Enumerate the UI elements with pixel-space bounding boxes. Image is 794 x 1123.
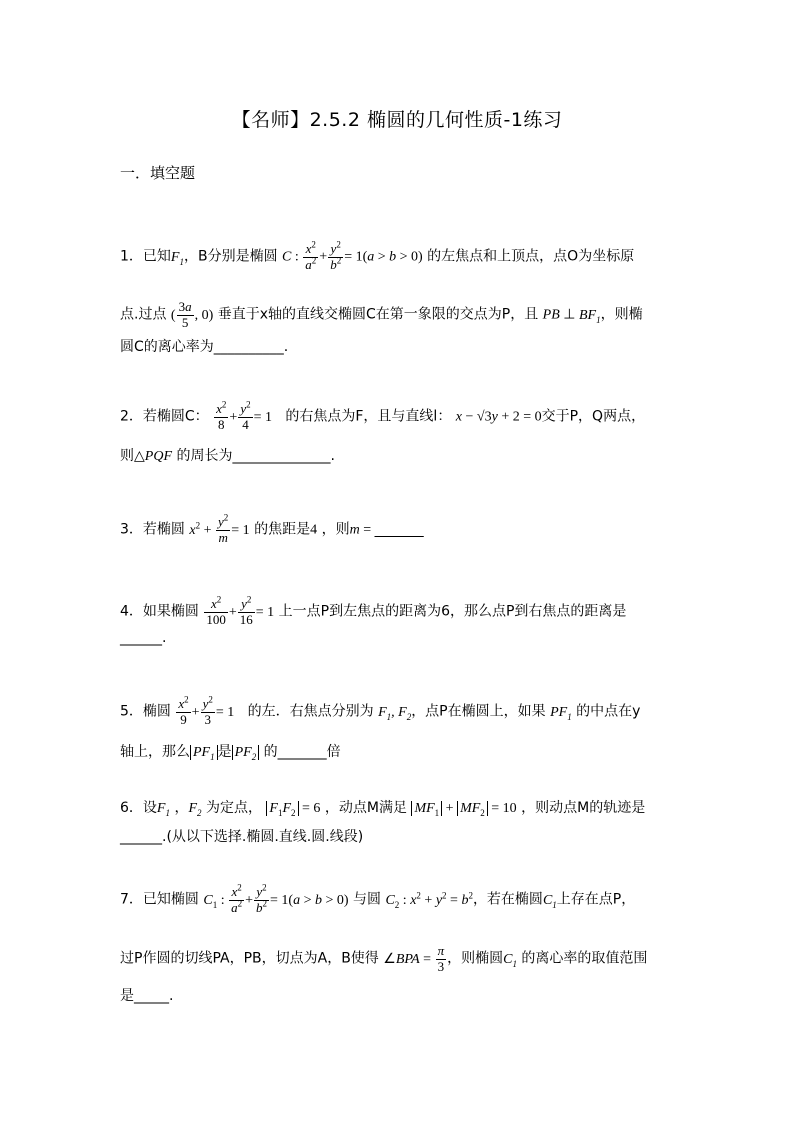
formula-ellipse-c1: $C_1$ : $\frac{x^2}{a^2}$ + $\frac{y^2}{b^2}$ = 1(a > b > 0) <box>203 882 349 915</box>
question-6-line-2: ______.(从以下选择.椭圆.直线.圆.线段) <box>120 829 364 845</box>
question-1-line-3: 圆C的离心率为__________. <box>120 339 289 355</box>
formula-mf-sum: $MF_1 + MF_2 = 10$ <box>411 801 516 816</box>
section-heading: 一．填空题 <box>120 164 196 182</box>
question-1-line-2: 点.过点 ( $\frac{3a}{5}$ , 0) 垂直于x轴的直线交椭圆C在第一象限的交点为P，且 PB ⊥ $BF_1$，则椭 <box>120 299 643 330</box>
question-3: 3．若椭圆 $x^2$ + $\frac{y^2}{m}$ = 1 的焦距是4 ，则m = _______ <box>120 512 424 545</box>
formula-line-l: x − √3y + 2 = 0 <box>455 409 542 425</box>
question-4-line-1: 4．如果椭圆 $\frac{x^2}{100}$ + $\frac{y^2}{16}$ = 1 上一点P到左焦点的距离为6，那么点P到右焦点的距离是 <box>120 594 627 627</box>
formula-abs-pf2: $PF_2$ <box>232 745 260 760</box>
question-7-line-2: 过P作圆的切线PA，PB，切点为A，B使得 ∠BPA = $\frac{\pi}{3}$ ，则椭圆$C_1$ 的离心率的取值范围 <box>120 943 648 974</box>
formula-triangle: △PQF <box>134 449 172 464</box>
formula-f1: $F_1$ <box>170 249 184 267</box>
question-5-line-1: 5．椭圆 $\frac{x^2}{9}$ + $\frac{y^2}{3}$ = 1 的左．右焦点分别为 $F_1$, $F_2$，点P在椭圆上，如果 $PF_1$ 的中点在y <box>120 694 641 727</box>
formula-ellipse-c: C : $\frac{x^2}{a^2}$ + $\frac{y^2}{b^2}$ = 1(a > b > 0) <box>282 239 423 272</box>
formula-perpendicular: PB <box>542 307 560 323</box>
question-1-line-1: 1．已知$F_1$，B分别是椭圆 C : $\frac{x^2}{a^2}$ + $\frac{y^2}{b^2}$ = 1(a > b > 0) 的左焦点和上顶点，点O为坐标原 <box>120 239 635 272</box>
formula-ellipse-m: $x^2$ + $\frac{y^2}{m}$ = 1 <box>189 512 250 545</box>
formula-foci: $F_1$, $F_2$ <box>378 704 412 722</box>
question-2-line-2: 则△PQF 的周长为______________. <box>120 448 335 464</box>
formula-pf1: $PF_1$ <box>550 704 572 722</box>
formula-angle-bpa: ∠BPA = $\frac{\pi}{3}$ <box>383 943 445 974</box>
formula-ellipse-8-4: $\frac{x^2}{8}$ + $\frac{y^2}{4}$ = 1 <box>216 399 273 432</box>
question-7-line-1: 7．已知椭圆 $C_1$ : $\frac{x^2}{a^2}$ + $\frac{y^2}{b^2}$ = 1(a > b > 0) 与圆 $C_2$ : $x^2 + y^2 = b^2$，若在椭圆$C_1$上存在点P， <box>120 882 636 915</box>
page-title: 【名师】2.5.2 椭圆的几何性质-1练习 <box>231 109 563 131</box>
question-2-line-1: 2．若椭圆C： $\frac{x^2}{8}$ + $\frac{y^2}{4}$ = 1 的右焦点为F，且与直线l： x − √3y + 2 = 0交于P，Q两点， <box>120 399 646 432</box>
formula-abs-pf1: $PF_1$ <box>190 745 218 760</box>
formula-ellipse-100-16: $\frac{x^2}{100}$ + $\frac{y^2}{16}$ = 1 <box>206 594 275 627</box>
question-4-line-2: ______. <box>120 630 167 646</box>
formula-point: ( $\frac{3a}{5}$ , 0) <box>170 299 214 330</box>
formula-ellipse-9-3: $\frac{x^2}{9}$ + $\frac{y^2}{3}$ = 1 <box>178 694 235 727</box>
formula-f1f2-distance: $F_1F_2 = 6$ <box>266 801 320 816</box>
question-5-line-2: 轴上，那么 $PF_1$ 是 $PF_2$ 的_______倍 <box>120 744 341 762</box>
question-7-line-3: 是_____. <box>120 988 174 1004</box>
question-6-line-1: 6．设$F_1$ ，$F_2$ 为定点， $F_1F_2 = 6$ ，动点M满足 $MF_1 + MF_2 = 10$ ，则动点M的轨迹是 <box>120 800 646 818</box>
formula-circle-c2: $C_2$ : $x^2 + y^2 = b^2$ <box>385 890 473 910</box>
